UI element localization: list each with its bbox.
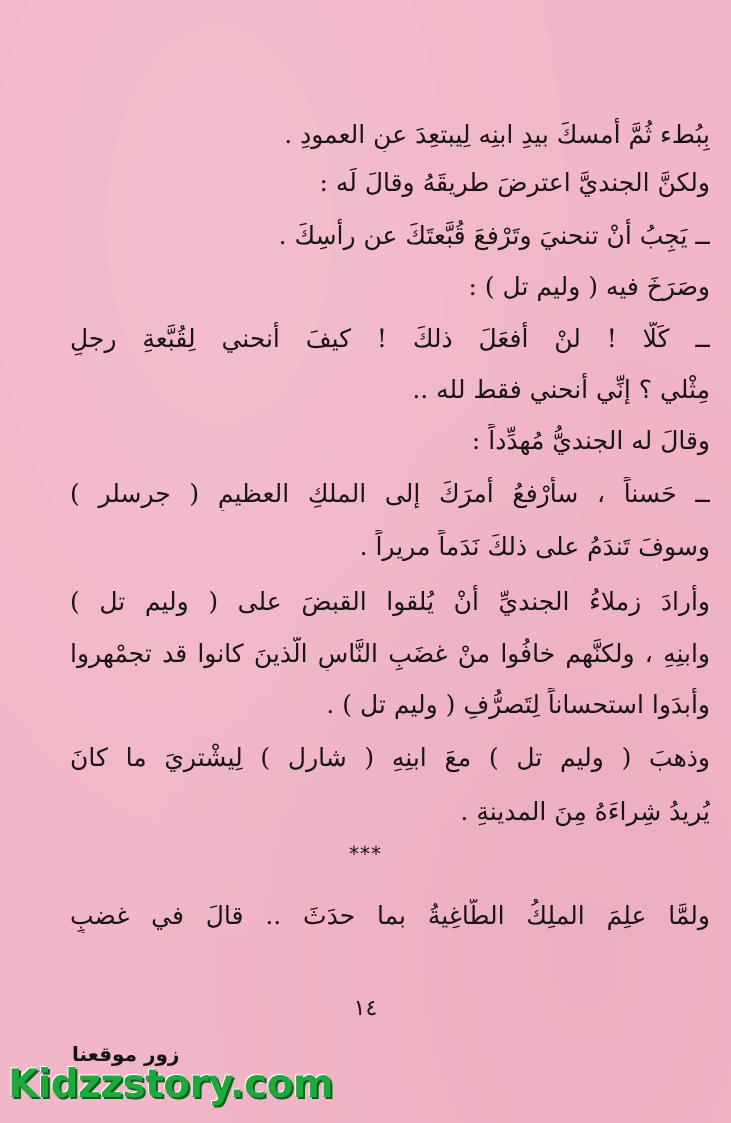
text-line-6: مِثْلي ؟ إنِّي أنحني فقط لله ..: [412, 375, 710, 404]
text-line-10: وأرادَ زملاءُ الجنديِّ أنْ يُلقوا القبضَ على ( وليم تل ): [70, 587, 710, 616]
text-line-8: ــ حَسناً ، سأرْفعُ أمرَكَ إلى الملكِ العظيمِ ( جرسلر ): [70, 479, 710, 508]
text-line-11: وابنِهِ ، ولكنَّهم خافُوا منْ غضَبِ النَّاسِ الَّذينَ كانوا قد تجمْهروا: [70, 639, 710, 668]
text-line-12: وأبدَوا استحساناً لِتَصرُّفِ ( وليم تل ) .: [326, 690, 710, 719]
text-line-13: وذهبَ ( وليم تل ) معَ ابنِهِ ( شارل ) لِيشْتريَ ما كانَ: [70, 743, 710, 772]
section-separator: ***: [349, 842, 382, 866]
text-line-15: ولمَّا علِمَ الملِكُ الطَّاغِيةُ بما حدَثَ .. قالَ في غضبٍ: [70, 901, 710, 930]
page-number: ١٤: [353, 996, 378, 1021]
watermark-site-logo: Kidzzstory.com: [8, 1062, 333, 1107]
text-line-5: ــ كَلَّا ! لنْ أفعَلَ ذلكَ ! كيفَ أنحني لِقُبَّعةِ رجلٍ: [70, 324, 710, 353]
text-line-14: يُريدُ شِراءَهُ مِنَ المدينةِ .: [460, 797, 710, 826]
watermark-visit-text: زور موقعنا: [72, 1042, 180, 1066]
text-line-9: وسوفَ تَندَمُ على ذلكَ نَدَماً مريراً .: [359, 532, 710, 561]
text-line-4: وصَرَخَ فيه ( وليم تل ) :: [468, 272, 710, 301]
text-line-2: ولكنَّ الجنديَّ اعترضَ طريقَهُ وقالَ لَه :: [319, 168, 710, 197]
text-line-7: وقالَ له الجنديُّ مُهدِّداً :: [471, 426, 710, 455]
text-line-1: بِبُطء ثُمَّ أمسكَ بيدِ ابنِه لِيبتعِدَ عنِ العمودِ .: [284, 120, 710, 149]
text-line-3: ــ يَجِبُ أنْ تنحنيَ وتَرْفعَ قُبَّعتَكَ عن رأسِكَ .: [278, 221, 710, 250]
